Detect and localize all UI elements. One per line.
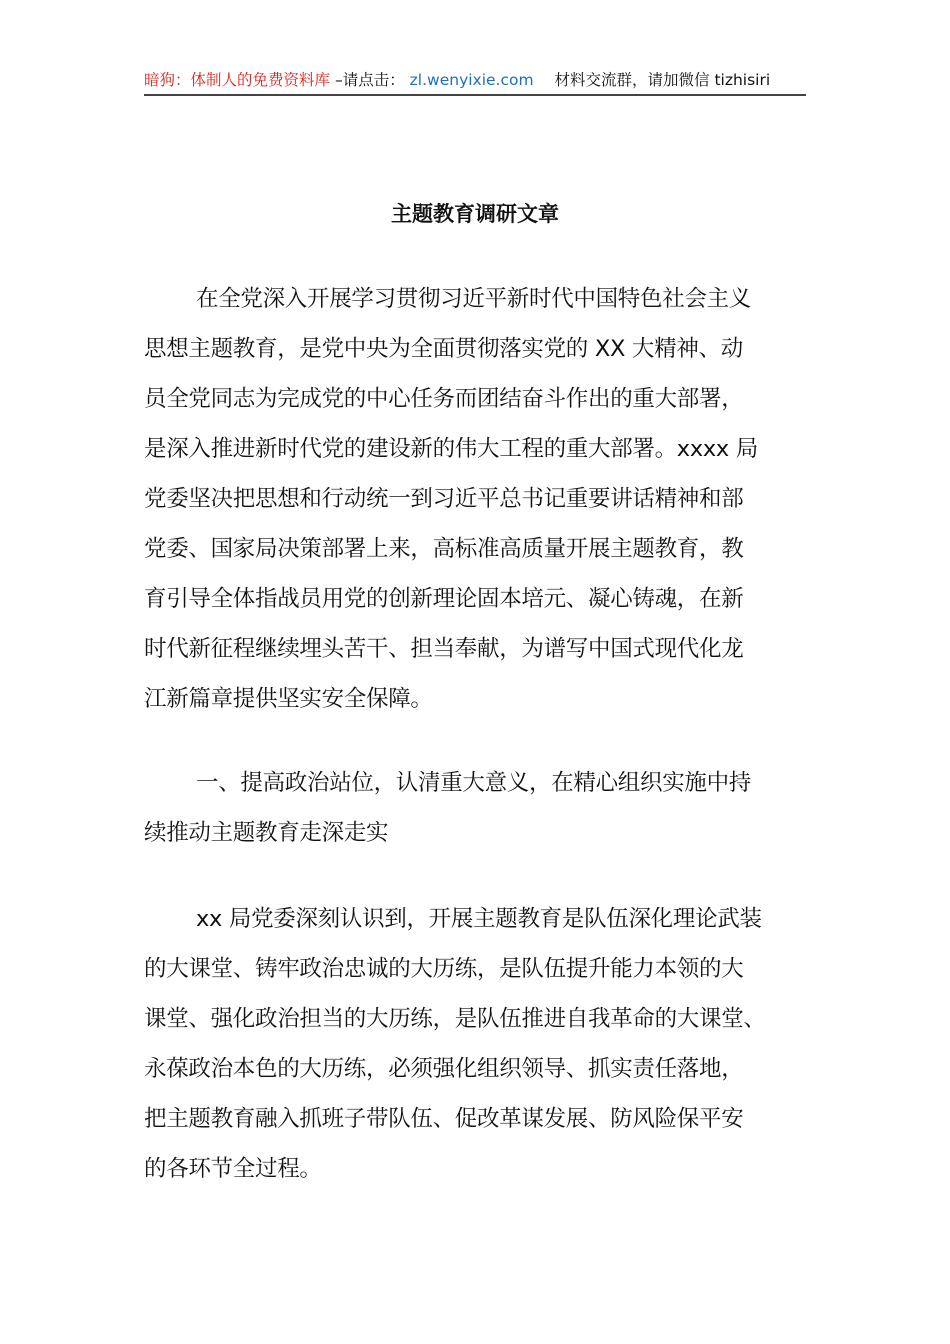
text-line: 党委坚决把思想和行动统一到习近平总书记重要讲话精神和部 bbox=[144, 486, 744, 512]
text-line: 思想主题教育，是党中央为全面贯彻落实党的 XX 大精神、动 bbox=[144, 336, 743, 362]
text-line: 江新篇章提供坚实安全保障。 bbox=[144, 686, 433, 712]
text-line: 在全党深入开展学习贯彻习近平新时代中国特色社会主义 bbox=[196, 286, 752, 312]
text-line: 课堂、强化政治担当的大历练，是队伍推进自我革命的大课堂、 bbox=[144, 1006, 766, 1032]
text-line: 党委、国家局决策部署上来，高标准高质量开展主题教育，教 bbox=[144, 536, 744, 562]
text-line: 的大课堂、铸牢政治忠诚的大历练，是队伍提升能力本领的大 bbox=[144, 956, 744, 982]
paragraph-body bbox=[144, 894, 804, 1194]
text-line: 时代新征程继续埋头苦干、担当奉献，为谱写中国式现代化龙 bbox=[144, 636, 744, 662]
text-line: 育引导全体指战员用党的创新理论固本培元、凝心铸魂，在新 bbox=[144, 586, 744, 612]
text-line: xx 局党委深刻认识到，开展主题教育是队伍深化理论武装 bbox=[196, 906, 762, 932]
document-title: 主题教育调研文章 bbox=[391, 202, 559, 226]
header-click-prompt: –请点击： bbox=[334, 71, 405, 89]
text-line: 是深入推进新时代党的建设新的伟大工程的重大部署。xxxx 局 bbox=[144, 436, 758, 462]
text-line: 一、提高政治站位，认清重大意义，在精心组织实施中持 bbox=[196, 770, 752, 796]
header-brand: 暗狗：体制人的免费资料库 bbox=[144, 71, 331, 89]
header-contact: 材料交流群，请加微信 tizhisiri bbox=[554, 71, 771, 89]
text-line: 续推动主题教育走深走实 bbox=[144, 820, 389, 846]
text-line: 员全党同志为完成党的中心任务而团结奋斗作出的重大部署， bbox=[144, 386, 744, 412]
header-url-link[interactable]: zl.wenyixie.com bbox=[409, 71, 534, 89]
text-line: 把主题教育融入抓班子带队伍、促改革谋发展、防风险保平安 bbox=[144, 1106, 744, 1132]
text-line: 的各环节全过程。 bbox=[144, 1156, 322, 1182]
paragraph-intro bbox=[144, 274, 804, 724]
section-heading-1 bbox=[144, 758, 804, 858]
page-header bbox=[144, 68, 806, 96]
text-line: 永葆政治本色的大历练，必须强化组织领导、抓实责任落地， bbox=[144, 1056, 744, 1082]
